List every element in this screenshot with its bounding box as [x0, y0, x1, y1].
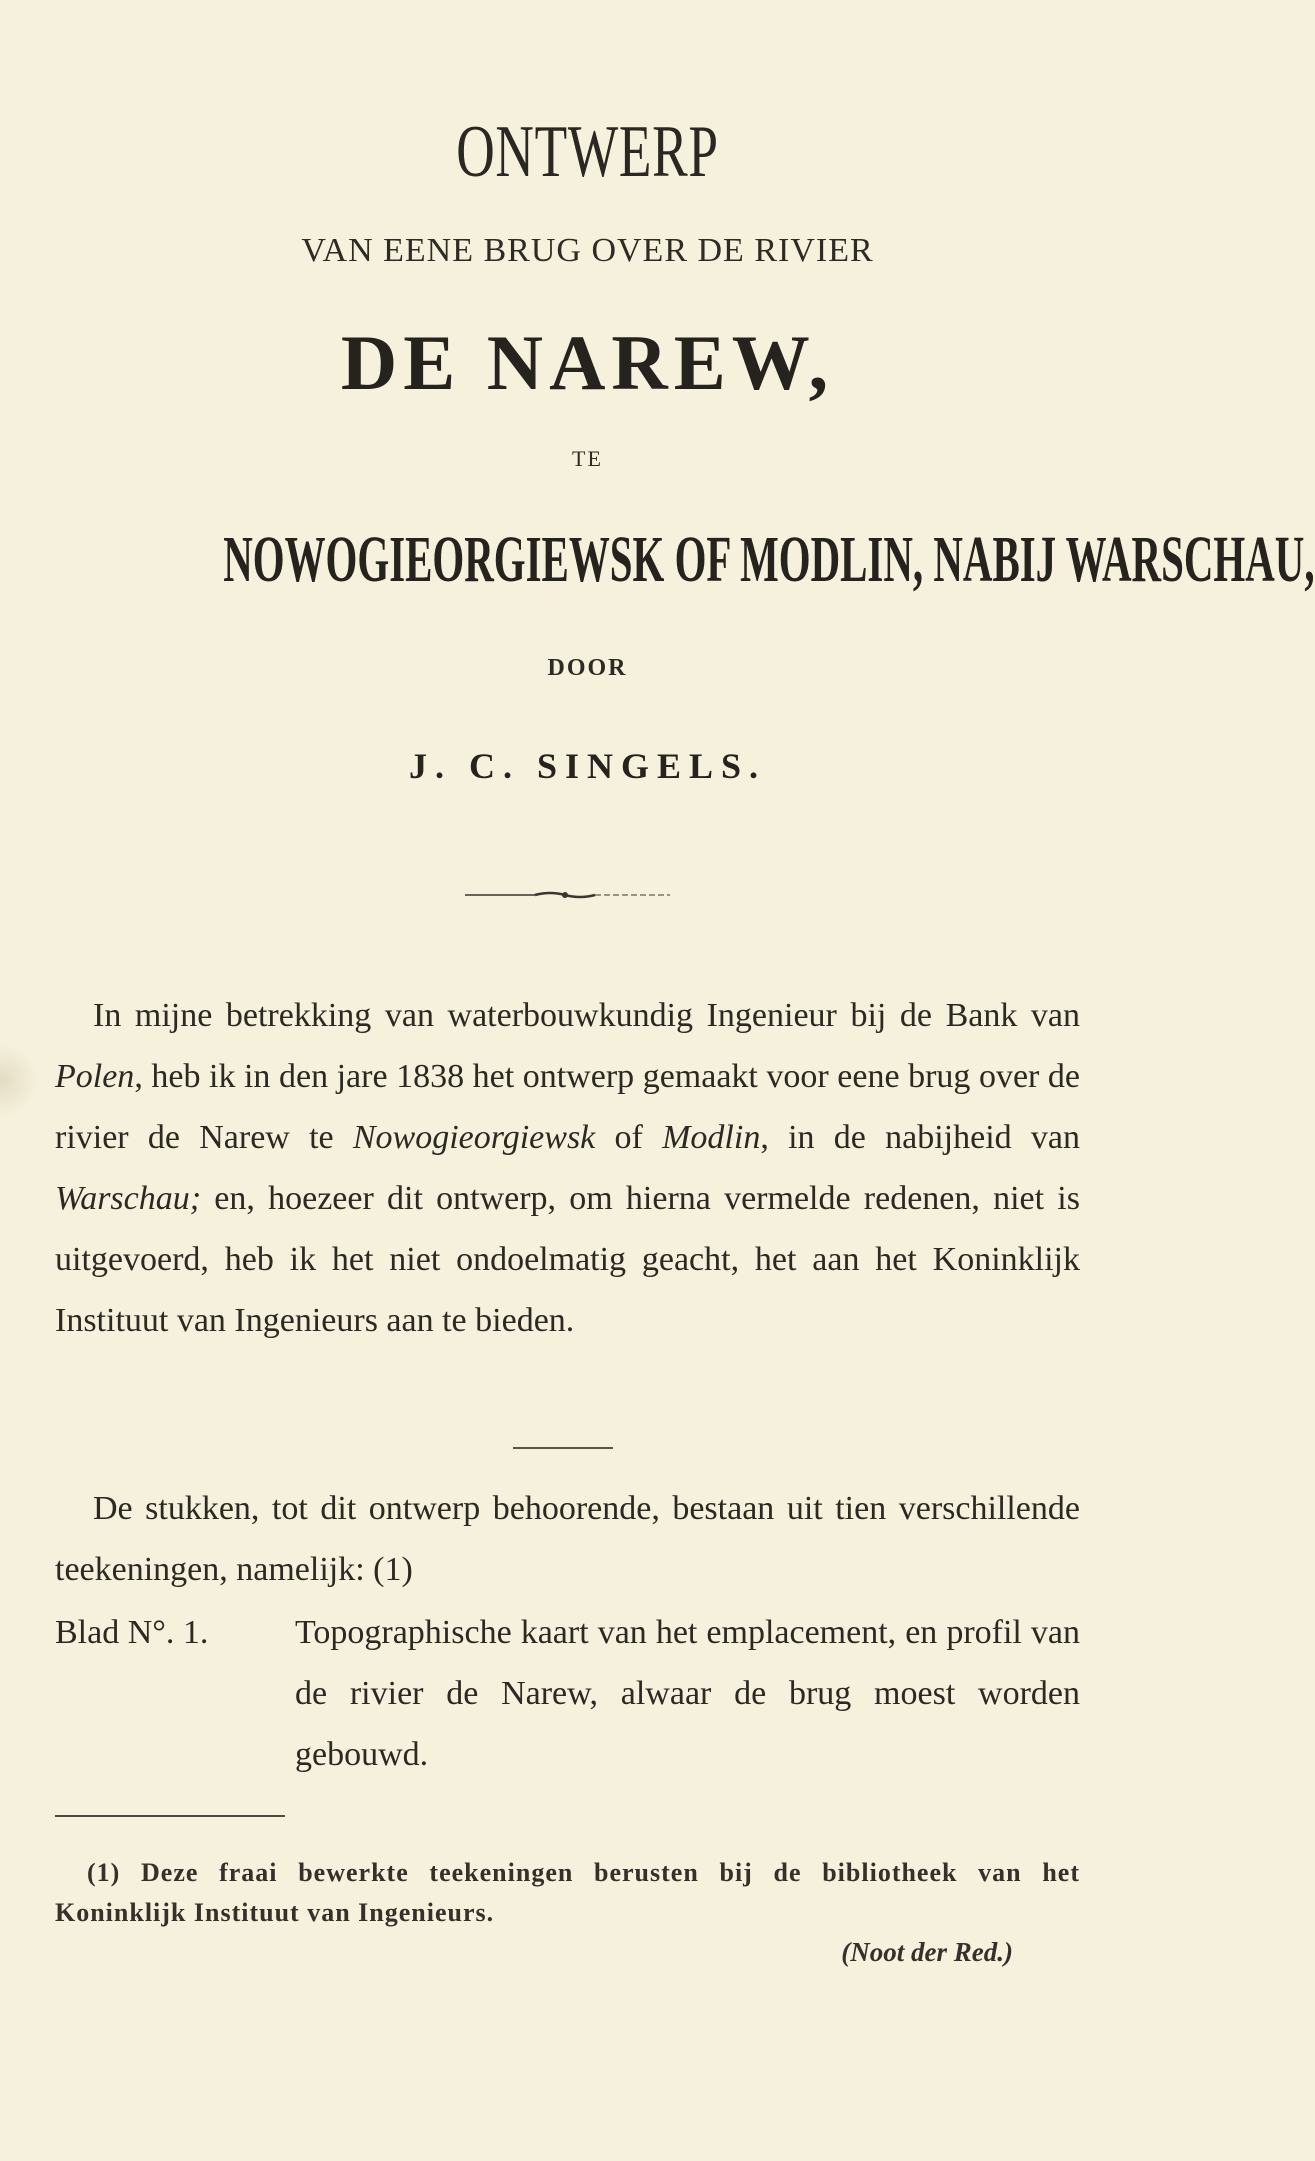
ornament-divider — [465, 890, 670, 900]
title-door: DOOR — [547, 655, 628, 681]
section-divider — [513, 1447, 613, 1449]
drawing-description: Topographische kaart van het emplacement, en profil van de rivier de Narew, alwaar de brug moest worden gebouwd. — [295, 1614, 1080, 1773]
footnote-text: (1) Deze fraai bewerkte teekeningen berusten bij de bibliotheek van het Koninklijk Instituut van Ingenieurs. — [55, 1858, 1080, 1927]
document-subtitle: VAN EENE BRUG OVER DE RIVIER — [301, 232, 874, 269]
author-name: J. C. SINGELS. — [408, 746, 767, 786]
drawing-number: Blad N°. 1. — [55, 1614, 209, 1651]
editor-note: (Noot der Red.) — [841, 1937, 1013, 1967]
paragraph-drawings: De stukken, tot dit ontwerp behoorende, bestaan uit tien verschillende teekeningen, namelijk: (1) — [55, 1490, 1080, 1588]
footnote-rule — [55, 1815, 285, 1817]
river-name: DE NAREW, — [340, 319, 835, 406]
paragraph-intro: In mijne betrekking van waterbouwkundig Ingenieur bij de Bank van Polen, heb ik in den jare 1838 het ontwerp gemaakt voor eene brug over de rivier de Narew te Nowogieorgiewsk of Modlin, in de nabijheid van Warschau; en, hoezeer dit ontwerp, om hierna vermelde redenen, niet is uitgevoerd, heb ik het niet ondoelmatig geacht, het aan het Koninklijk Instituut van Ingenieurs aan te bieden. — [55, 997, 1080, 1339]
place-name: NOWOGIEORGIEWSK OF MODLIN, NABIJ WARSCHAU, — [223, 523, 1315, 596]
document-title: ONTWERP — [456, 111, 719, 193]
title-te: TE — [572, 446, 603, 471]
